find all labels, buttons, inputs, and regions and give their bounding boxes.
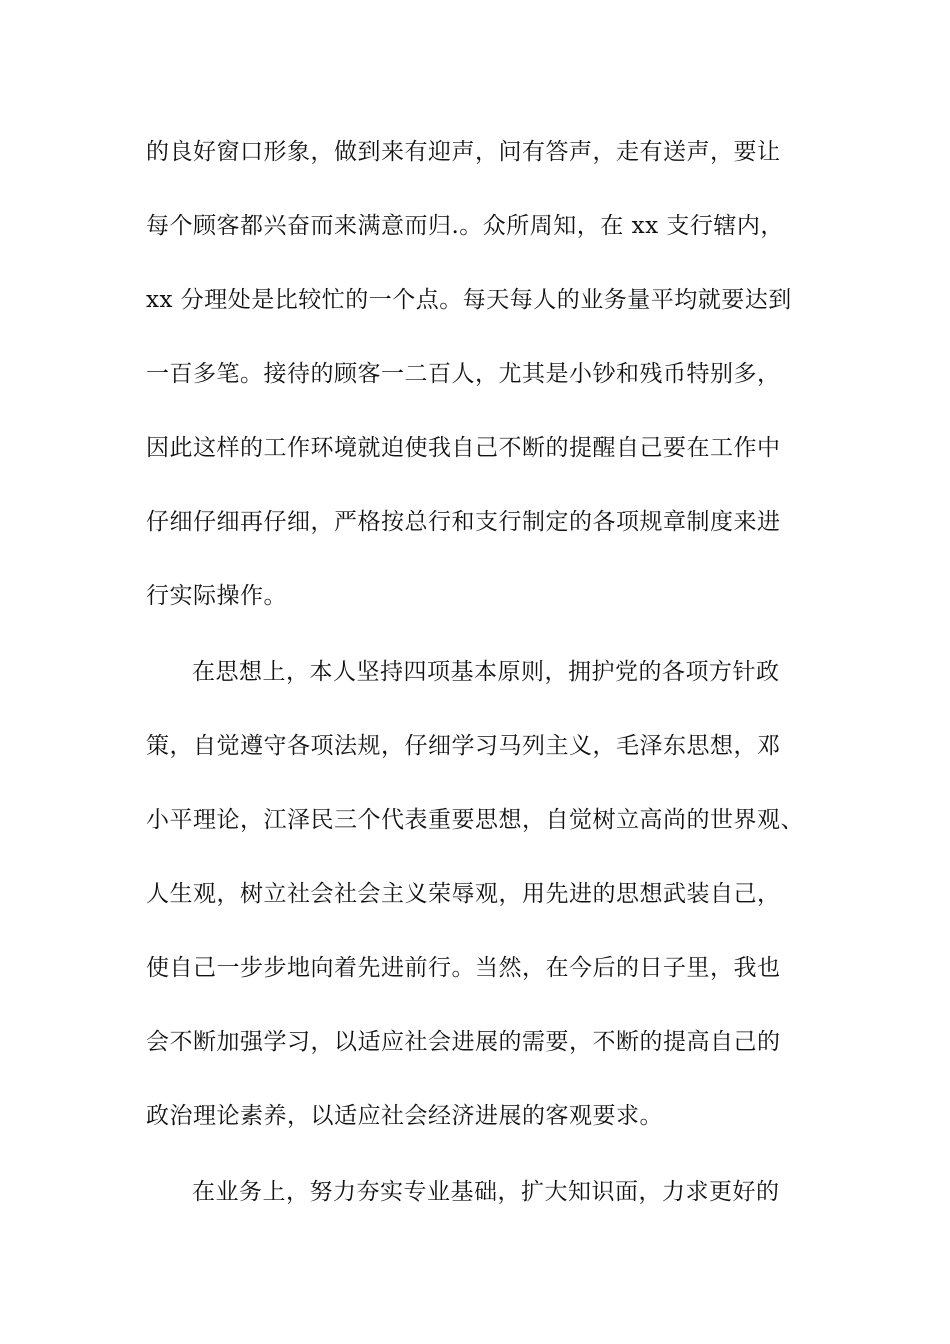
paragraph-line: 一百多笔。接待的顾客一二百人，尤其是小钞和残币特别多， bbox=[146, 361, 781, 387]
paragraph-first-line: 在业务上，努力夯实专业基础，扩大知识面，力求更好的 bbox=[192, 1179, 780, 1205]
paragraph-line: 每个顾客都兴奋而来满意而归.。众所周知，在 xx 支行辖内， bbox=[146, 213, 784, 239]
paragraph-line: 小平理论，江泽民三个代表重要思想，自觉树立高尚的世界观、 bbox=[146, 807, 804, 833]
paragraph-first-line: 在思想上，本人坚持四项基本原则，拥护党的各项方针政 bbox=[192, 659, 780, 685]
paragraph-line: 因此这样的工作环境就迫使我自己不断的提醒自己要在工作中 bbox=[146, 435, 781, 461]
paragraph-line: 策，自觉遵守各项法规，仔细学习马列主义，毛泽东思想，邓 bbox=[146, 733, 781, 759]
paragraph-line: xx 分理处是比较忙的一个点。每天每人的业务量平均就要达到 bbox=[146, 287, 792, 313]
paragraph-line: 会不断加强学习，以适应社会进展的需要，不断的提高自己的 bbox=[146, 1029, 781, 1055]
paragraph-line: 行实际操作。 bbox=[146, 583, 287, 609]
paragraph-line: 使自己一步步地向着先进前行。当然，在今后的日子里，我也 bbox=[146, 955, 781, 981]
paragraph-line: 政治理论素养，以适应社会经济进展的客观要求。 bbox=[146, 1103, 663, 1129]
paragraph-line: 人生观，树立社会社会主义荣辱观，用先进的思想武装自己， bbox=[146, 881, 781, 907]
paragraph-line: 的良好窗口形象，做到来有迎声，问有答声，走有送声，要让 bbox=[146, 139, 781, 165]
paragraph-line: 仔细仔细再仔细，严格按总行和支行制定的各项规章制度来进 bbox=[146, 509, 781, 535]
